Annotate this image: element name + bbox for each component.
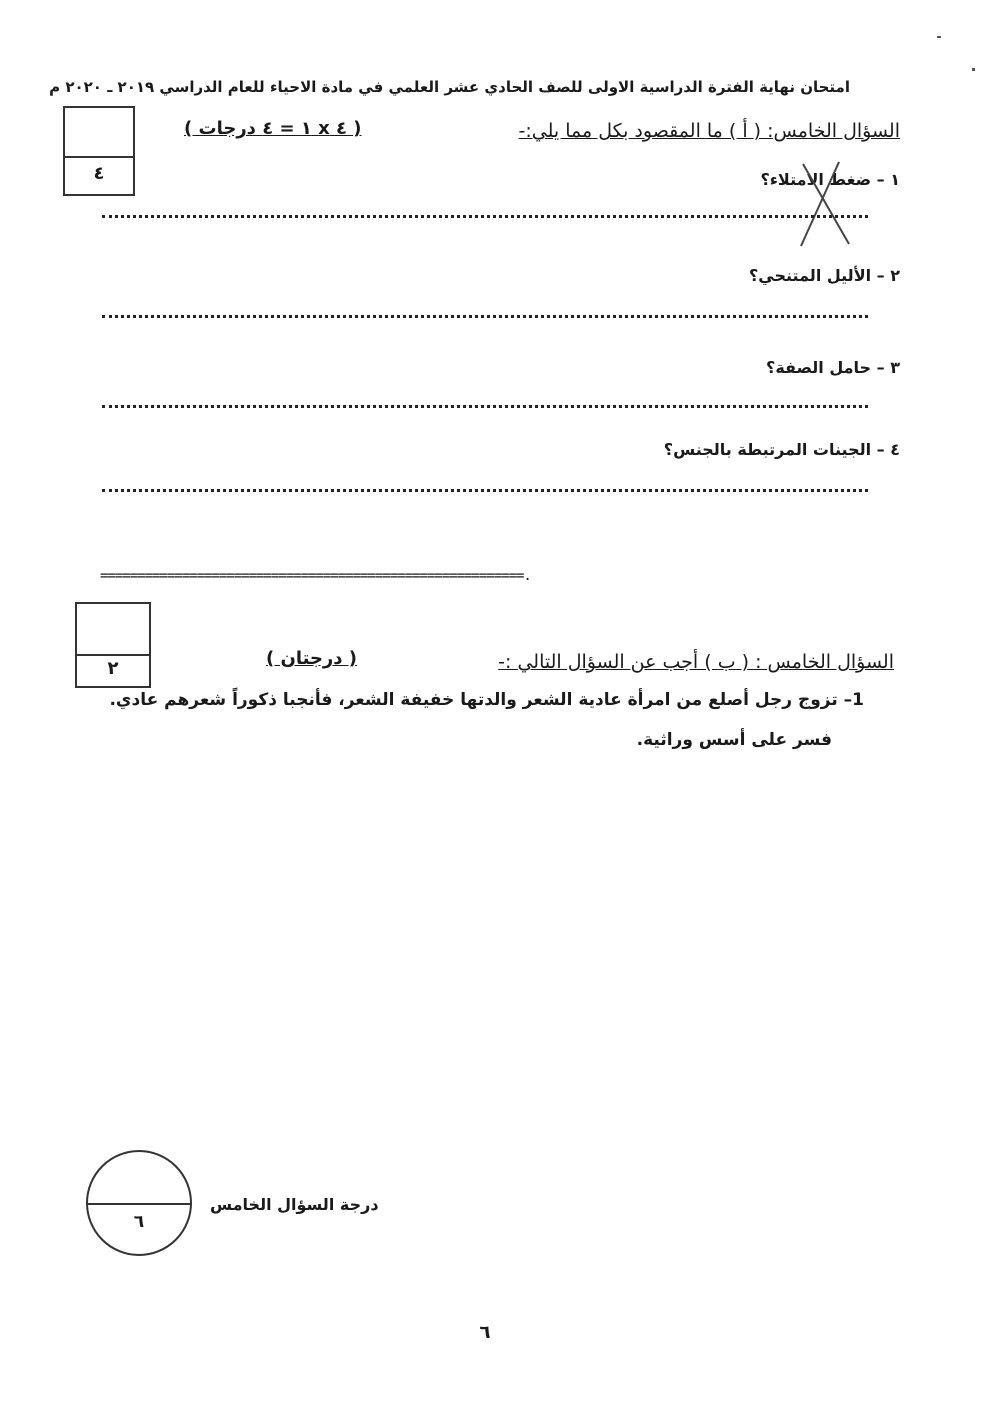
exam-header: امتحان نهاية الفترة الدراسية الاولى للصف الحادي عشر العلمي في مادة الاحياء للعام الدراسي ٢٠١٩ ـ ٢٠٢٠ م [49, 78, 850, 96]
answer-line-4[interactable] [102, 487, 868, 492]
section-b-score: ٢ [107, 658, 119, 679]
section-b-instruction: فسر على أسس وراثية. [636, 730, 832, 750]
section-a-title: السؤال الخامس: ( أ ) ما المقصود بكل مما يلي:- [518, 120, 900, 142]
page-number: ٦ [479, 1322, 491, 1343]
total-label: درجة السؤال الخامس [210, 1195, 379, 1214]
question-item-2: ٢ – الأليل المتنحي؟ [749, 266, 900, 285]
section-a-score: ٤ [93, 163, 105, 184]
score-box-blank [77, 604, 149, 656]
scan-speck [972, 68, 975, 71]
scan-speck [937, 36, 941, 38]
section-b-score-box [75, 602, 151, 688]
score-box-blank [65, 108, 133, 158]
section-a-score-box [63, 106, 135, 196]
cross-mark [795, 158, 855, 248]
section-a-marks: ( ٤ x ١ = ٤ درجات ) [184, 118, 362, 139]
answer-line-1[interactable] [102, 213, 868, 218]
section-b-marks: ( درجتان ) [266, 648, 358, 669]
answer-line-2[interactable] [102, 313, 868, 318]
question-item-4: ٤ – الجينات المرتبطة بالجنس؟ [663, 440, 900, 459]
section-b-question: 1– تزوج رجل أصلع من امرأة عادية الشعر والدتها خفيفة الشعر، فأنجبا ذكوراً شعرهم عادي. [109, 690, 864, 710]
question-item-1: ١ – ضغط الامتلاء؟ [760, 170, 900, 189]
total-score-circle [86, 1150, 192, 1256]
question-item-3: ٣ – حامل الصفة؟ [766, 358, 900, 377]
answer-line-3[interactable] [102, 403, 868, 408]
section-separator: =========================================================. [100, 568, 531, 584]
section-b-title: السؤال الخامس : ( ب ) أجب عن السؤال التالي :- [498, 651, 894, 673]
circle-divider [88, 1203, 190, 1205]
total-score: ٦ [133, 1212, 145, 1232]
